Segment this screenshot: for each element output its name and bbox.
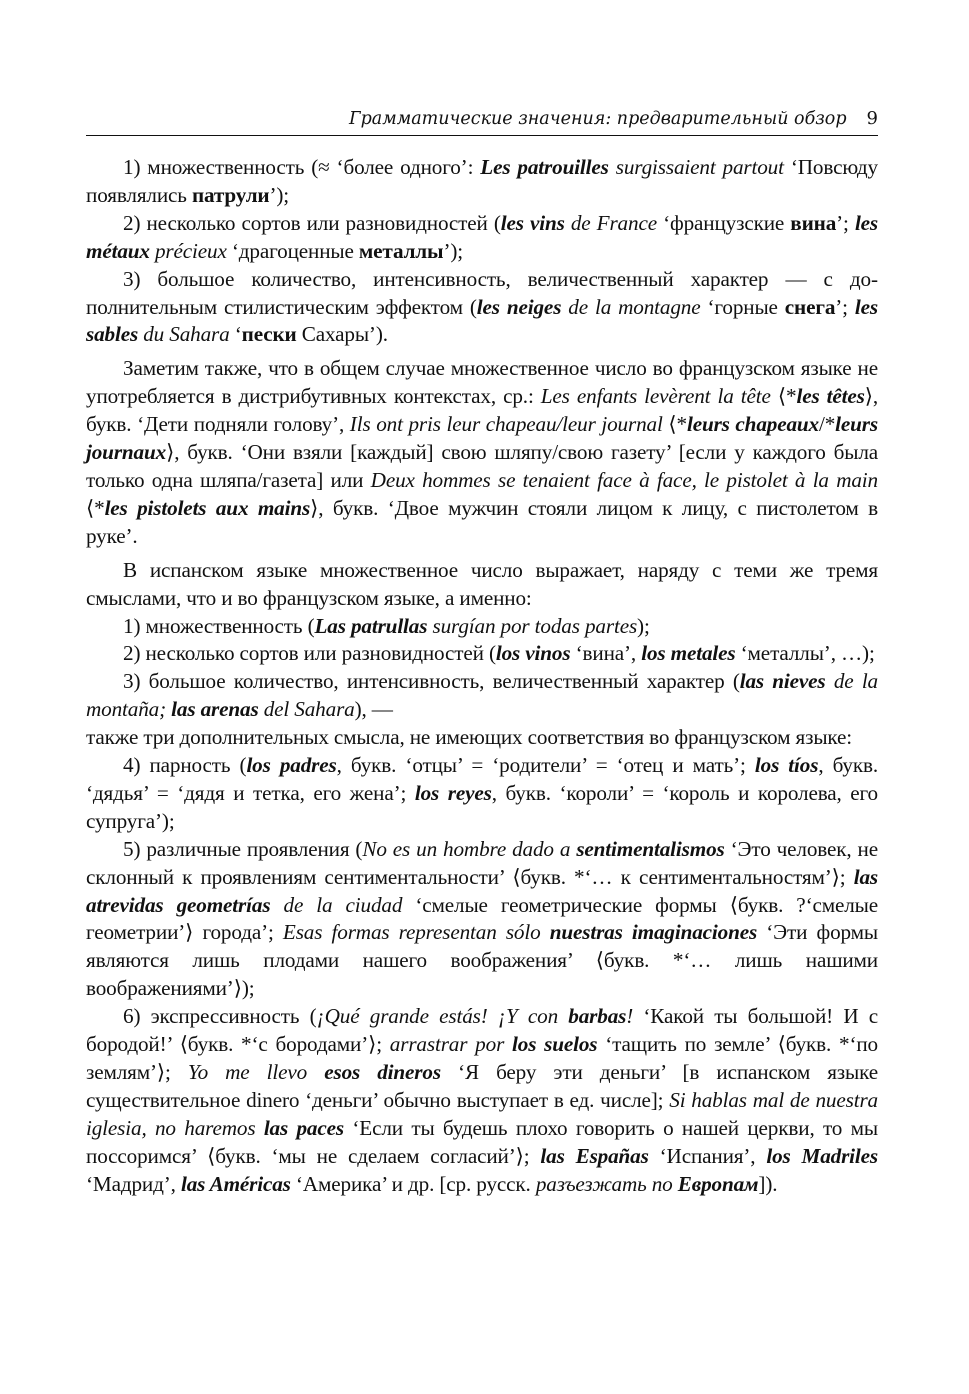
body-text [86, 154, 878, 1199]
example-text: los Madriles [766, 1143, 879, 1168]
text-run: 2) несколько сортов или разновидностей ( [123, 210, 501, 235]
example-text: leurs journaux [86, 412, 878, 465]
text-run: ‘тащить по земле’ ⟨букв. *‘по землям’⟩; [86, 1032, 879, 1084]
paragraph [86, 613, 878, 641]
example-text: de la montaña; [86, 669, 878, 722]
text-run: ‘Какой ты большой! И с бородой!’ ⟨букв. *‘с бородами’⟩; [86, 1004, 878, 1057]
example-text: снега [784, 294, 836, 319]
text-run: ‘Америка’ и др. [ср. русск. [290, 1171, 536, 1196]
example-text: Yo me llevo [187, 1060, 325, 1084]
example-text: ¡Qué grande estás! ¡Y con [316, 1004, 569, 1029]
text-run: ⟩, букв. ‘Они взяли [каждый] свою шляпу/свою газету’ [если у каждого была только одна шляпа/газета] или [86, 440, 878, 492]
example-text: las paces [263, 1115, 344, 1140]
example-text: разъезжать по [535, 1171, 678, 1196]
text-run: ‘ [229, 322, 242, 347]
example-text: leurs chapeaux [686, 412, 819, 437]
example-text: nuestras imaginaciones [549, 920, 758, 945]
text-run: ⟩, букв. ‘Двое мужчин стояли лицом к лицу, с пистолетом в руке’. [86, 495, 878, 548]
paragraph [86, 210, 878, 266]
text-run: 1) множественность (≈ ‘более одного’: [123, 155, 481, 179]
example-text: les pistolets aux mains [104, 495, 311, 520]
text-run: ⟨* [86, 495, 105, 520]
example-text: du Sahara [138, 322, 230, 347]
example-text: arrastrar por [389, 1032, 513, 1057]
text-run: ’); [269, 182, 290, 207]
text-run: ]). [758, 1171, 778, 1196]
example-text: los metales [641, 641, 736, 666]
text-run: 5) различные проявления ( [123, 836, 363, 861]
example-text: del Sahara [258, 697, 355, 722]
example-text: sentimentalismos [576, 836, 725, 861]
example-text: los suelos [512, 1032, 598, 1057]
example-text: las Américas [180, 1171, 291, 1196]
text-run: 6) экспрессивность ( [123, 1004, 317, 1029]
page-number: 9 [866, 108, 878, 129]
example-text: los vinos [495, 641, 571, 666]
text-run: ⟨* [662, 412, 687, 437]
example-text: los reyes [414, 780, 492, 805]
example-text: патрули [191, 182, 270, 207]
book-page [86, 108, 878, 1199]
text-run: Заметим также, что в общем случае множественное число во французском языке не употребляется в дистрибутивных контекстах, ср.: [86, 356, 878, 409]
example-text: пески [241, 322, 297, 347]
example-text: précieux [149, 238, 227, 263]
running-title: Грамматические значения: предварительный обзор [348, 109, 847, 129]
example-text: las nieves [739, 669, 826, 694]
paragraph [86, 668, 878, 724]
text-run: ‘Эти формы являются лишь плодами нашего воображения’ ⟨букв. *‘… лишь нашими воображениями’⟩); [86, 920, 878, 1001]
example-text: Las patrullas [314, 613, 428, 638]
text-run: , букв. ‘короли’ = ‘король и королева, его супруга’); [86, 780, 878, 833]
example-text: Les patrouilles [480, 155, 609, 179]
paragraph [86, 154, 878, 210]
text-run: ‘Если ты будешь плохо говорить о нашей церкви, то мы поссоримся’ ⟨букв. ‘мы не сделаем согласий’⟩; [86, 1115, 878, 1168]
example-text: de la ciudad [270, 892, 403, 917]
example-text: Les enfants levèrent la tête [540, 384, 771, 409]
example-text: los tíos [754, 753, 819, 778]
example-text: los padres [246, 753, 337, 778]
example-text: esos dineros [324, 1060, 441, 1084]
example-text: ! [626, 1004, 634, 1029]
example-text: de la montagne [561, 294, 701, 319]
text-run: ⟩, букв. ‘Дети подняли голову’, [86, 384, 878, 437]
example-text: surgían por todas partes [427, 613, 638, 638]
example-text: barbas [568, 1004, 627, 1029]
text-run: ‘Мадрид’, [86, 1171, 181, 1196]
example-text: las arenas [171, 697, 259, 722]
paragraph [86, 724, 878, 752]
example-text: les sables [86, 294, 878, 347]
text-run: ‘Я беру эти деньги’ [в испанском языке существительное dinero ‘деньги’ обычно выступает в ед. числе]; [86, 1060, 878, 1112]
example-text: Deux hommes se tenaient face à face, le pistolet à la main [370, 467, 878, 492]
example-text: Esas formas representan sólo [282, 920, 550, 945]
text-run: /* [818, 412, 836, 437]
text-run: ‘драгоценные [226, 238, 359, 263]
text-run: 3) большое количество, интенсивность, величественный характер — с дополнительным стилистическим эффектом ( [86, 266, 878, 319]
text-run: ‘Это человек, не склонный к проявлениям сентиментальности’ ⟨букв. *‘… к сентиментальностям’⟩; [86, 836, 878, 889]
text-run: ); [637, 613, 650, 638]
text-run: также три дополнительных смысла, не имеющих соответствия во французском языке: [86, 725, 853, 750]
example-text: металлы [358, 238, 444, 263]
text-run: , букв. ‘отцы’ = ‘родители’ = ‘отец и мать’; [336, 753, 755, 778]
running-header [86, 108, 878, 136]
paragraph [86, 266, 878, 350]
text-run: ‘вина’, [570, 641, 642, 666]
example-text: Ils ont pris leur chapeau/leur journal [349, 412, 663, 437]
paragraph [86, 355, 878, 550]
paragraph [86, 836, 878, 1003]
text-run: Сахары’). [296, 322, 388, 347]
text-run: ’; [836, 210, 855, 235]
text-run: В испанском языке множественное число выражает, наряду с теми же тремя смыслами, что и во французском языке, а именно: [86, 557, 878, 610]
paragraph [86, 557, 878, 613]
text-run: , букв. ‘дядья’ = ‘дядя и тетка, его жена’; [86, 753, 878, 805]
example-text: les vins [500, 210, 565, 235]
example-text: surgissaient partout [608, 155, 784, 179]
text-run: ’; [835, 294, 855, 319]
example-text: les métaux [86, 210, 879, 263]
text-run: ‘горные [700, 294, 785, 319]
example-text: de France [564, 210, 657, 235]
text-run: 2) несколько сортов или разновидностей ( [123, 641, 496, 666]
example-text: Европам [677, 1171, 759, 1196]
example-text: les têtes [796, 384, 865, 409]
paragraph [86, 640, 878, 668]
paragraph [86, 1003, 878, 1198]
text-run: 4) парность ( [123, 753, 247, 778]
example-text: No es un hombre dado a [362, 836, 577, 861]
example-text: las atrevidas geometrías [86, 864, 878, 917]
example-text: вина [790, 210, 837, 235]
text-run: 1) множественность ( [123, 613, 315, 638]
text-run: ‘французские [656, 210, 791, 235]
text-run: ‘Испания’, [648, 1143, 767, 1168]
text-run: ⟨* [770, 384, 797, 409]
text-run: ), — [354, 697, 393, 722]
text-run: ‘смелые геометрические формы ⟨букв. ?‘смелые геометрии’⟩ города’; [86, 892, 878, 945]
text-run: 3) большое количество, интенсивность, величественный характер ( [123, 669, 740, 694]
example-text: las Españas [540, 1143, 649, 1168]
text-run: ‘Повсюду появлялись [86, 155, 878, 207]
example-text: les neiges [476, 294, 562, 319]
text-run: ’); [443, 238, 464, 263]
example-text: Si hablas mal de nuestra iglesia, no haremos [86, 1087, 878, 1140]
text-run: ‘металлы’, …); [735, 641, 875, 666]
paragraph [86, 752, 878, 836]
